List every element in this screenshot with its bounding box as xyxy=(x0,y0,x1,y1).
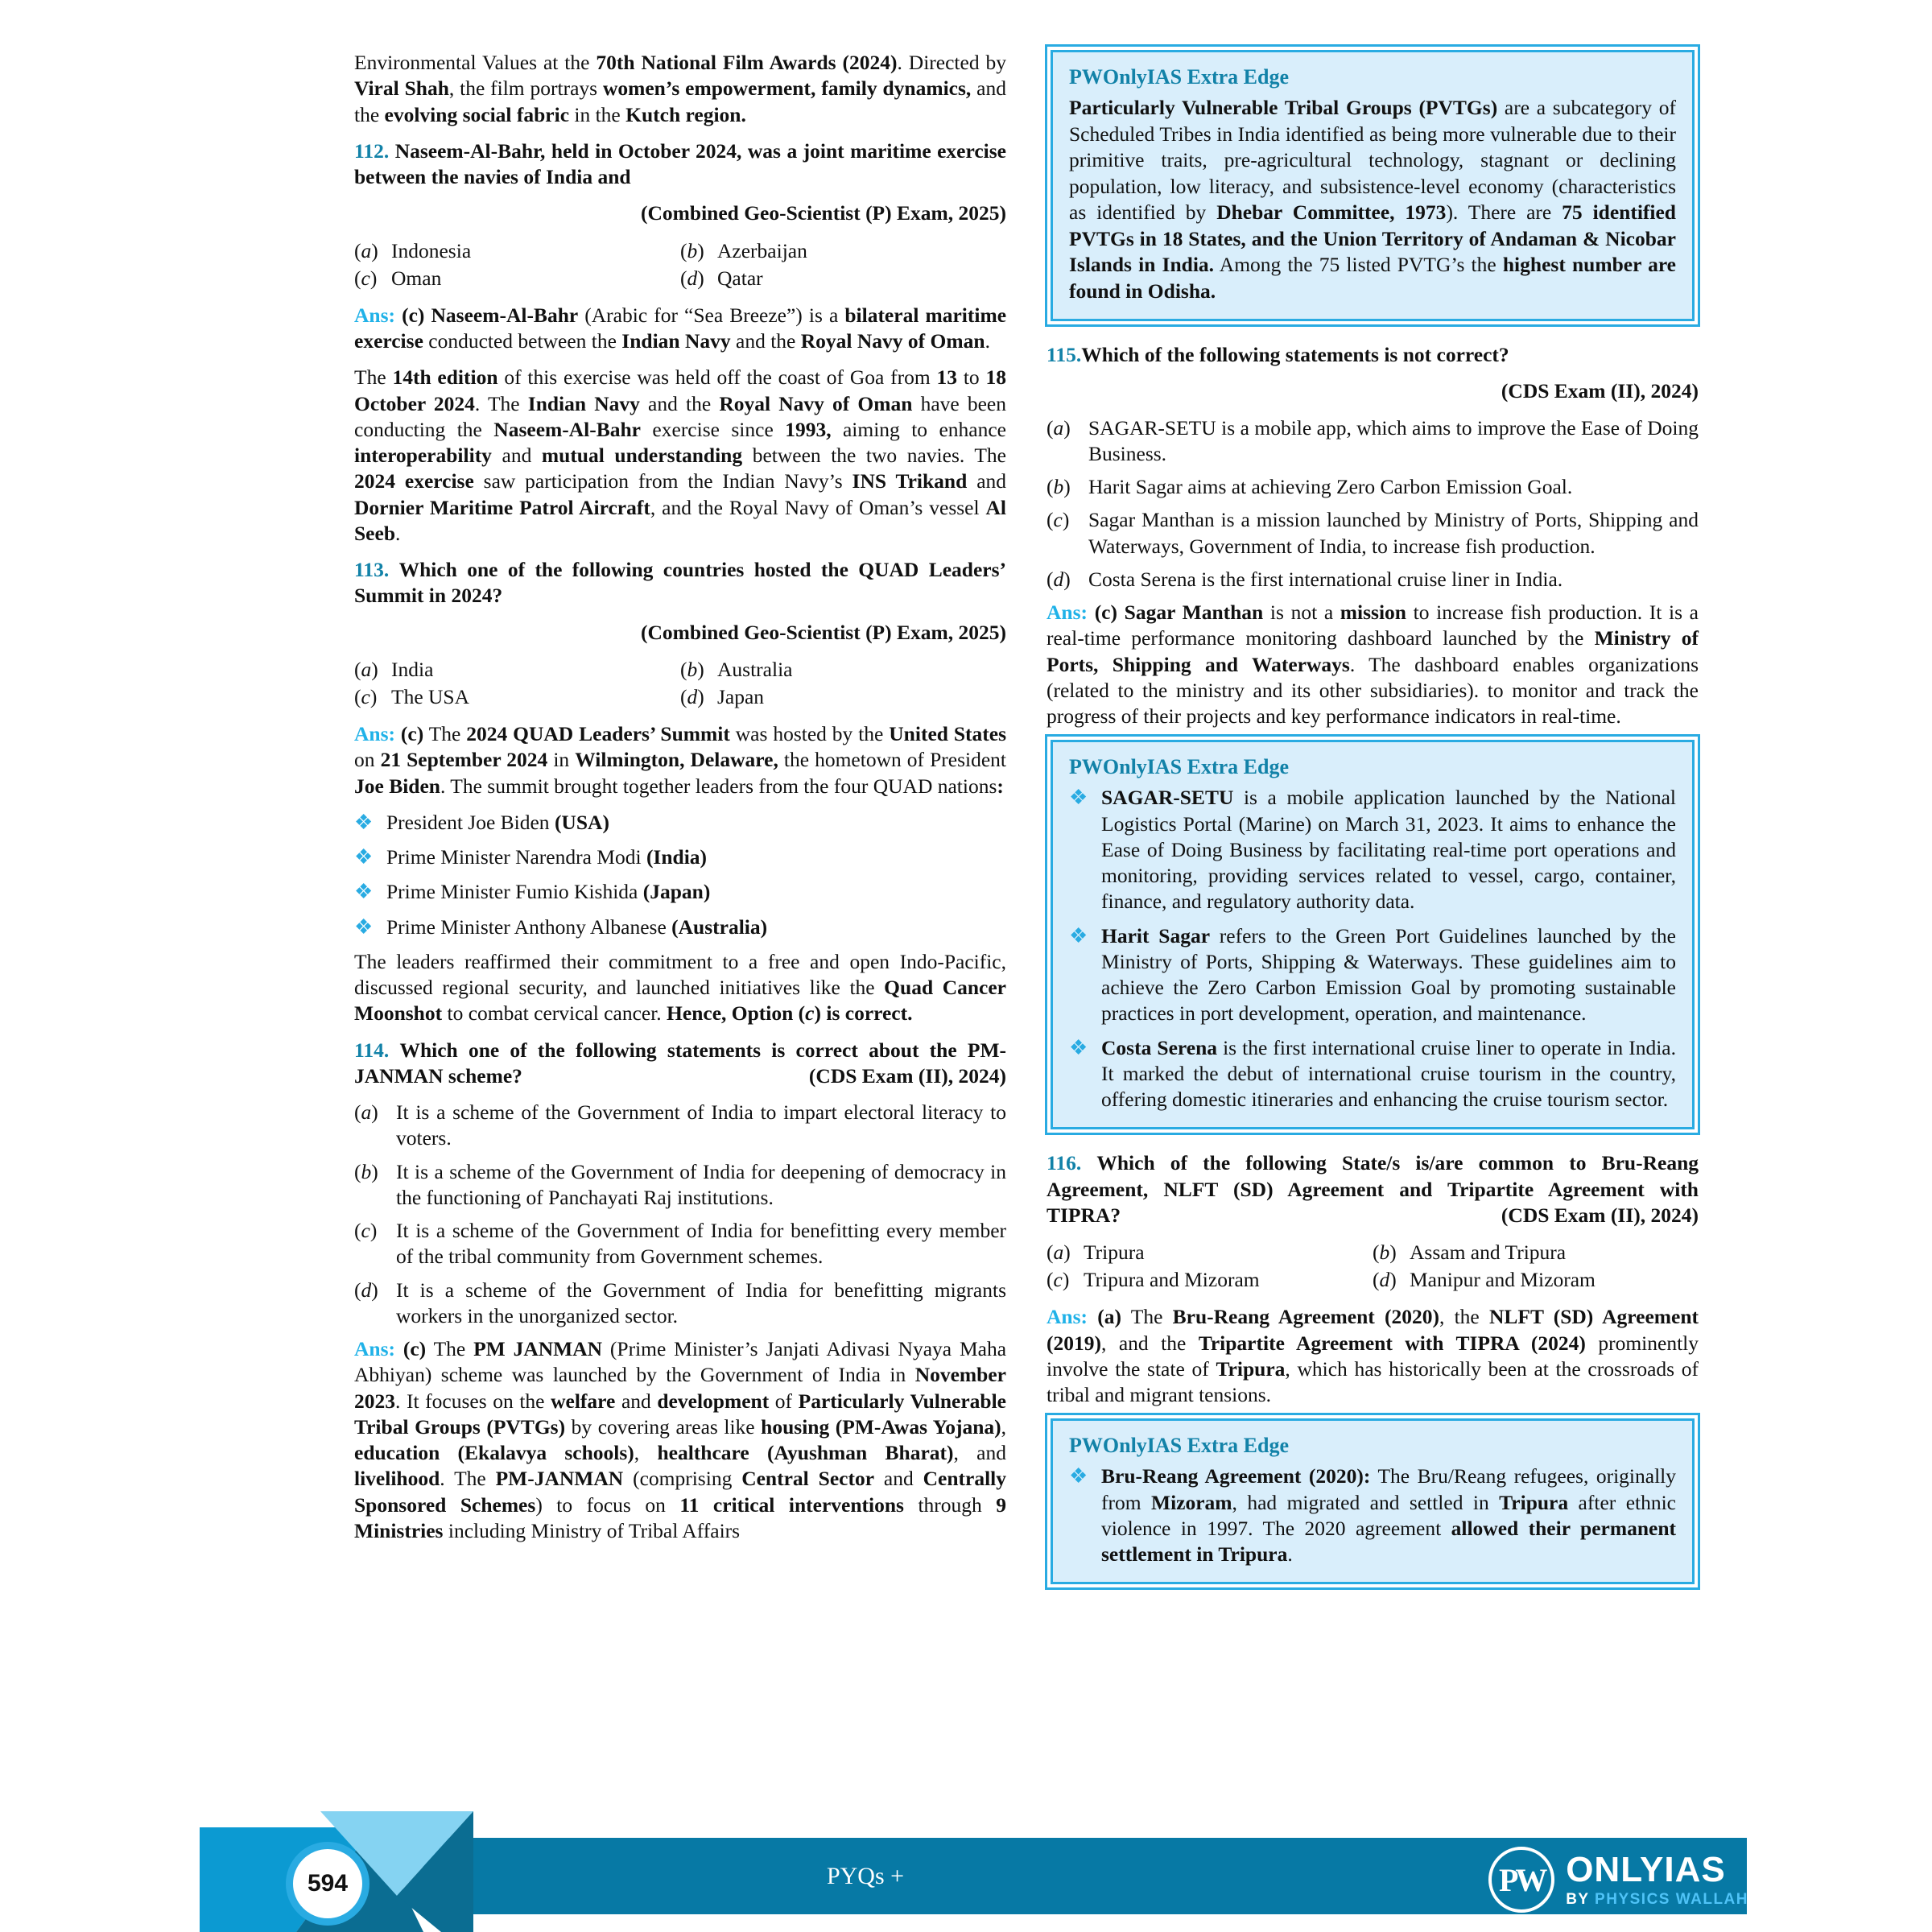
pw-monogram-icon xyxy=(1488,1847,1554,1913)
bullet-text: Harit Sagar refers to the Green Port Guidelines launched by the Ministry of Ports, Shipping & Waterways. These guidelines aim to achieve the Zero Carbon Emission Goal by promoting sustainable practices in port development, operation, and maintenance. xyxy=(1101,923,1676,1026)
right-column xyxy=(1046,50,1699,1605)
option-letter: (c) xyxy=(354,684,378,708)
question-115 xyxy=(1046,342,1699,368)
option-letter: (d) xyxy=(354,1278,378,1302)
diamond-bullet-icon: ❖ xyxy=(1069,923,1088,947)
onlyias-tagline xyxy=(1566,1892,1748,1907)
answer-112-extra: The 14th edition of this exercise was held off the coast of Goa from 13 to 18 October 2024. The Indian Navy and the Royal Navy of Oman have been conducting the Naseem-Al-Bahr exercise since 1993, aiming to enhance interoperability and mutual understanding between the two navies. The 2024 exercise saw participation from the Indian Navy’s INS Trikand and Dornier Maritime Patrol Aircraft, and the Royal Navy of Oman’s vessel Al Seeb. xyxy=(354,365,1007,545)
question-number: 113. xyxy=(354,558,390,582)
option-letter: (d) xyxy=(680,684,704,708)
option-text: Indonesia xyxy=(391,238,472,262)
question-112 xyxy=(354,138,1006,191)
option-letter: (b) xyxy=(680,657,704,681)
option-item xyxy=(354,1218,1006,1270)
bullet-item xyxy=(1069,1035,1676,1113)
option-item xyxy=(1046,1266,1373,1294)
options-115 xyxy=(1046,415,1699,593)
diamond-bullet-icon: ❖ xyxy=(1069,1464,1088,1488)
question-number: 116. xyxy=(1046,1151,1082,1175)
answer-112 xyxy=(354,303,1006,355)
extra-edge-body: Particularly Vulnerable Tribal Groups (PVTGs) are a subcategory of Scheduled Tribes in India identified as being more vulnerable due to their primitive traits, pre-agricultural technology, stagnant or declining population, low literacy, and subsistence-level economy (characteristics as identified by Dhebar Committee, 1973). There are 75 identified PVTGs in 18 States, and the Union Territory of Andaman & Nicobar Islands in India. Among the 75 listed PVTG’s the highest number are found in Odisha. xyxy=(1069,96,1677,303)
answer-choice: (c) xyxy=(402,303,425,327)
option-letter: (c) xyxy=(1046,508,1070,532)
option-text: Tripura and Mizoram xyxy=(1084,1268,1260,1292)
bullet-text: Costa Serena is the first international cruise liner to operate in India. It marked the debut of international cruise tourism in the country, offering domestic itineraries and enhancing the cruise tourism sector. xyxy=(1101,1035,1676,1111)
option-item xyxy=(680,656,1006,683)
answer-choice: (c) xyxy=(400,722,424,746)
tagline-brand: PHYSICS WALLAH xyxy=(1595,1891,1748,1908)
option-item xyxy=(1373,1266,1699,1294)
option-text: It is a scheme of the Government of India for benefitting every member of the tribal community from Government schemes. xyxy=(396,1219,1006,1269)
bullet-item xyxy=(1069,785,1676,914)
option-item xyxy=(1046,1239,1373,1266)
option-text: Tripura xyxy=(1084,1241,1145,1264)
answer-choice: (a) xyxy=(1097,1305,1121,1329)
diamond-bullet-icon: ❖ xyxy=(354,845,374,869)
answer-label: Ans: xyxy=(354,722,396,746)
option-item xyxy=(354,1100,1006,1152)
option-text: Japan xyxy=(717,684,765,708)
option-text: Sagar Manthan is a mission launched by Ministry of Ports, Shipping and Waterways, Government of India, to increase fish production. xyxy=(1088,508,1699,558)
pw-monogram-text: PW xyxy=(1498,1861,1545,1898)
question-text: Naseem-Al-Bahr, held in October 2024, was a joint maritime exercise between the navies of India and xyxy=(354,138,1006,188)
option-letter: (b) xyxy=(680,238,704,262)
extra-edge-box-bru-reang xyxy=(1051,1418,1695,1584)
exam-source: (Combined Geo-Scientist (P) Exam, 2025) xyxy=(641,620,1006,644)
option-item xyxy=(680,265,1006,292)
option-item xyxy=(354,237,680,265)
answer-choice: (c) xyxy=(402,1337,427,1361)
options-116 xyxy=(1046,1239,1699,1294)
bullet-item xyxy=(354,810,1006,836)
question-text: Which of the following statements is not correct? xyxy=(1081,343,1509,366)
option-item xyxy=(1046,507,1699,559)
option-text: It is a scheme of the Government of India for deepening of democracy in the functioning of Panchayati Raj institutions. xyxy=(396,1159,1006,1209)
extra-edge-bullets xyxy=(1069,785,1676,1113)
diamond-bullet-icon: ❖ xyxy=(1069,1035,1088,1059)
question-113 xyxy=(354,557,1006,609)
question-text: Which one of the following statements is correct about the PM-JANMAN scheme? xyxy=(354,1038,1007,1088)
exam-source: (CDS Exam (II), 2024) xyxy=(1501,379,1699,403)
option-item xyxy=(354,656,680,683)
option-item xyxy=(680,683,1006,711)
answer-113-closing: The leaders reaffirmed their commitment to a free and open Indo-Pacific, discussed regional security, and launched initiatives like the Quad Cancer Moonshot to combat cervical cancer. Hence, Option (c) is correct. xyxy=(354,949,1006,1026)
option-text: It is a scheme of the Government of India for benefitting migrants workers in the unorganized sector. xyxy=(396,1278,1006,1327)
question-116 xyxy=(1046,1150,1699,1228)
tagline-by: BY xyxy=(1566,1891,1596,1908)
option-text: It is a scheme of the Government of India to impart electoral literacy to voters. xyxy=(396,1100,1006,1150)
question-115-source-line xyxy=(1046,378,1699,404)
option-item xyxy=(1373,1239,1699,1266)
option-text: Manipur and Mizoram xyxy=(1410,1268,1596,1292)
option-letter: (d) xyxy=(1373,1268,1397,1292)
option-text: The USA xyxy=(391,684,470,708)
option-letter: (c) xyxy=(1046,1268,1070,1292)
question-number: 112. xyxy=(354,138,390,163)
extra-edge-box-pvtg xyxy=(1051,50,1695,321)
bullet-item xyxy=(354,879,1006,905)
footer-center-label: PYQs + xyxy=(826,1862,905,1889)
question-text: Which of the following State/s is/are common to Bru-Reang Agreement, NLFT (SD) Agreement and Tripartite Agreement with TIPRA? xyxy=(1046,1151,1699,1227)
extra-edge-bullets xyxy=(1069,1463,1676,1567)
bullet-item xyxy=(354,914,1006,940)
diamond-bullet-icon: ❖ xyxy=(354,880,374,904)
option-text: Azerbaijan xyxy=(717,238,807,262)
option-letter: (b) xyxy=(1046,475,1071,498)
extra-edge-title: PWOnlyIAS Extra Edge xyxy=(1069,65,1290,89)
exam-source: (Combined Geo-Scientist (P) Exam, 2025) xyxy=(641,201,1006,225)
bullet-item xyxy=(1069,1463,1676,1567)
option-letter: (a) xyxy=(1046,415,1071,440)
answer-label: Ans: xyxy=(354,1337,396,1361)
extra-edge-title: PWOnlyIAS Extra Edge xyxy=(1069,755,1290,779)
bullet-text: Prime Minister Narendra Modi (India) xyxy=(386,845,708,869)
options-114 xyxy=(354,1100,1006,1329)
question-113-source-line xyxy=(354,620,1006,646)
option-text: Harit Sagar aims at achieving Zero Carbon Emission Goal. xyxy=(1088,475,1573,498)
answer-body: The 2024 QUAD Leaders’ Summit was hosted by the United States on 21 September 2024 in Wilmington, Delaware, the hometown of President Joe Biden. The summit brought together leaders from the four QUAD nations: xyxy=(354,722,1006,798)
question-text: Which one of the following countries hosted the QUAD Leaders’ Summit in 2024? xyxy=(354,558,1007,608)
option-letter: (c) xyxy=(354,266,378,290)
bullet-item xyxy=(1069,923,1676,1027)
option-text: India xyxy=(391,657,434,681)
answer-label: Ans: xyxy=(354,303,396,327)
option-letter: (d) xyxy=(1046,567,1071,591)
option-letter: (a) xyxy=(1046,1241,1071,1264)
option-item xyxy=(680,237,1006,265)
answer-body: Sagar Manthan is not a mission to increase fish production. It is a real-time performance monitoring dashboard launched by the Ministry of Ports, Shipping and Waterways. The dashboard enables organizations (related to the ministry and its other subsidiaries). to monitor and track the progress of their projects and key performance indicators in real-time. xyxy=(1046,601,1699,728)
continued-paragraph: Environmental Values at the 70th National Film Awards (2024). Directed by Viral Shah, the film portrays women’s empowerment, family dynamics, and the evolving social fabric in the Kutch region. xyxy=(354,51,1007,126)
option-letter: (b) xyxy=(354,1159,378,1183)
bullet-item xyxy=(354,844,1006,870)
option-item xyxy=(354,1159,1006,1212)
diamond-bullet-icon: ❖ xyxy=(1069,786,1088,810)
option-text: Oman xyxy=(391,266,442,290)
question-number: 115. xyxy=(1046,343,1082,366)
answer-114 xyxy=(354,1336,1006,1544)
answer-label: Ans: xyxy=(1046,1305,1088,1329)
option-text: Costa Serena is the first international cruise liner in India. xyxy=(1088,567,1563,591)
option-letter: (b) xyxy=(1373,1241,1397,1264)
option-item xyxy=(1046,567,1699,592)
answer-body: Naseem-Al-Bahr (Arabic for “Sea Breeze”) is a bilateral maritime exercise conducted between the Indian Navy and the Royal Navy of Oman. xyxy=(354,303,1007,353)
answer-113 xyxy=(354,721,1006,799)
left-column xyxy=(354,50,1006,1544)
option-text: Qatar xyxy=(717,266,763,290)
option-text: Assam and Tripura xyxy=(1410,1241,1567,1264)
option-letter: (d) xyxy=(680,266,704,290)
option-letter: (c) xyxy=(354,1219,378,1243)
bullet-text: President Joe Biden (USA) xyxy=(386,810,609,834)
page-footer xyxy=(0,1811,1932,1932)
answer-116 xyxy=(1046,1304,1699,1408)
answer-115 xyxy=(1046,600,1699,729)
answer-body: The Bru-Reang Agreement (2020), the NLFT (SD) Agreement (2019), and the Tripartite Agreement with TIPRA (2024) prominently involve the state of Tripura, which has historically been at the crossroads of tribal and migrant tensions. xyxy=(1046,1305,1699,1407)
options-113 xyxy=(354,656,1006,711)
page-number-badge: 594 xyxy=(286,1842,369,1926)
bullet-text: Prime Minister Anthony Albanese (Australia) xyxy=(386,914,768,939)
extra-edge-title: PWOnlyIAS Extra Edge xyxy=(1069,1434,1290,1458)
answer-body: The PM JANMAN (Prime Minister’s Janjati Adivasi Nyaya Maha Abhiyan) scheme was launched by the Government of India in November 2023. It focuses on the welfare and development of Particularly Vulnerable Tribal Groups (PVTGs) by covering areas like housing (PM-Awas Yojana), education (Ekalavya schools), healthcare (Ayushman Bharat), and livelihood. The PM-JANMAN (comprising Central Sector and Centrally Sponsored Schemes) to focus on 11 critical interventions through 9 Ministries including Ministry of Tribal Affairs xyxy=(354,1337,1007,1542)
bullet-text: Bru-Reang Agreement (2020): The Bru/Reang refugees, originally from Mizoram, had migrated and settled in Tripura after ethnic violence in 1997. The 2020 agreement allowed their permanent settlement in Tripura. xyxy=(1101,1464,1676,1567)
quad-leaders-list xyxy=(354,810,1006,940)
option-item xyxy=(1046,415,1699,468)
option-item xyxy=(1046,474,1699,500)
bullet-text: Prime Minister Fumio Kishida (Japan) xyxy=(386,880,711,904)
bullet-text: SAGAR-SETU is a mobile application launched by the National Logistics Portal (Marine) on March 31, 2023. It aims to enhance the Ease of Doing Business by facilitating real-time port operations and monitoring, providing services related to vessel, cargo, container, finance, and regulatory authority data. xyxy=(1101,786,1676,914)
option-item xyxy=(354,683,680,711)
diamond-bullet-icon: ❖ xyxy=(354,810,374,834)
option-letter: (a) xyxy=(354,1100,378,1125)
answer-choice: (c) xyxy=(1094,601,1117,624)
exam-source: (CDS Exam (II), 2024) xyxy=(808,1063,1006,1088)
brand-logo xyxy=(1488,1847,1748,1913)
option-text: Australia xyxy=(717,657,793,681)
exam-source: (CDS Exam (II), 2024) xyxy=(1501,1203,1699,1227)
option-letter: (a) xyxy=(354,657,378,681)
option-text: SAGAR-SETU is a mobile app, which aims to improve the Ease of Doing Business. xyxy=(1088,415,1699,465)
option-letter: (a) xyxy=(354,238,378,262)
option-item xyxy=(354,1278,1006,1330)
diamond-bullet-icon: ❖ xyxy=(354,914,374,939)
extra-edge-box-sagar xyxy=(1051,740,1695,1129)
onlyias-name: ONLYIAS xyxy=(1566,1850,1726,1889)
answer-label: Ans: xyxy=(1046,601,1088,624)
question-114 xyxy=(354,1038,1006,1090)
question-112-source-line xyxy=(354,200,1006,226)
question-number: 114. xyxy=(354,1038,390,1062)
options-112 xyxy=(354,237,1006,292)
option-item xyxy=(354,265,680,292)
onlyias-wordmark xyxy=(1566,1852,1748,1907)
